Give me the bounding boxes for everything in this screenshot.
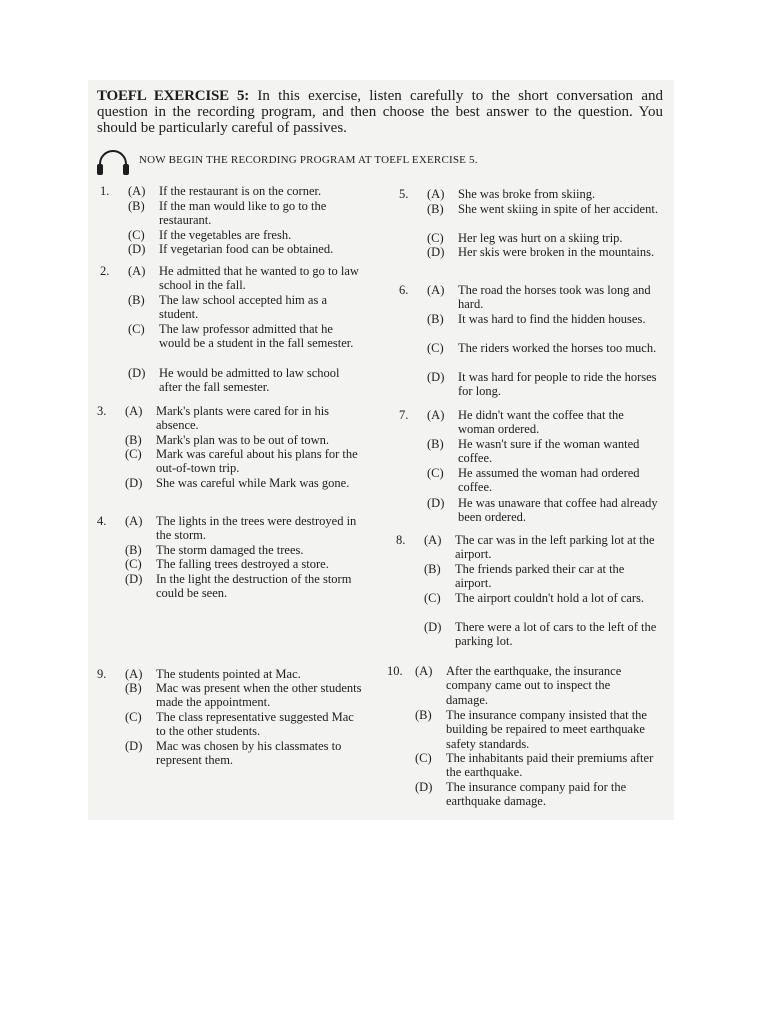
instructions-text: In this exercise, listen carefully to the short conversation and question in the recording program, and then choose the best answer to the question. You should be particularly careful of passives.: [97, 88, 663, 136]
option-letter: (D): [128, 242, 146, 256]
option-text: It was hard for people to ride the horses for long.: [458, 370, 657, 399]
option-letter: (B): [427, 312, 444, 326]
option-text: The insurance company paid for the earthquake damage.: [446, 780, 627, 809]
option-letter: (C): [128, 228, 145, 242]
option-letter: (D): [125, 572, 143, 586]
option-letter: (A): [128, 184, 146, 198]
option-text: Mark's plants were cared for in his absence.: [156, 404, 330, 433]
option-letter: (D): [427, 496, 445, 510]
option-text: The inhabitants paid their premiums after the earthquake.: [446, 751, 654, 780]
option-letter: (D): [424, 620, 442, 634]
option-letter: (A): [125, 514, 143, 528]
option-text: Mac was chosen by his classmates to represent them.: [156, 739, 342, 768]
exercise-title: TOEFL EXERCISE 5:: [97, 88, 250, 104]
option-text: After the earthquake, the insurance company came out to inspect the damage.: [446, 664, 622, 707]
option-text: In the light the destruction of the storm could be seen.: [156, 572, 352, 601]
option-letter: (A): [427, 283, 445, 297]
option-text: He wasn't sure if the woman wanted coffee.: [458, 437, 640, 466]
recording-instruction: NOW BEGIN THE RECORDING PROGRAM AT TOEFL EXERCISE 5.: [139, 154, 478, 166]
option-text: If the restaurant is on the corner.: [159, 184, 322, 198]
option-text: The airport couldn't hold a lot of cars.: [455, 591, 645, 605]
option-letter: (A): [128, 264, 146, 278]
option-text: The falling trees destroyed a store.: [156, 557, 329, 571]
option-letter: (D): [427, 370, 445, 384]
option-text: If vegetarian food can be obtained.: [159, 242, 334, 256]
option-text: The students pointed at Mac.: [156, 667, 301, 681]
option-text: The friends parked their car at the airport.: [455, 562, 625, 591]
option-letter: (C): [128, 322, 145, 336]
question-number: 6.: [399, 283, 409, 297]
option-letter: (C): [424, 591, 441, 605]
option-text: The storm damaged the trees.: [156, 543, 304, 557]
option-letter: (C): [125, 447, 142, 461]
option-letter: (D): [427, 245, 445, 259]
option-letter: (B): [125, 433, 142, 447]
option-letter: (D): [128, 366, 146, 380]
option-letter: (D): [415, 780, 433, 794]
recording-banner: [96, 148, 516, 180]
option-text: The lights in the trees were destroyed in the storm.: [156, 514, 357, 543]
option-letter: (B): [424, 562, 441, 576]
option-letter: (B): [125, 681, 142, 695]
question-number: 1.: [100, 184, 110, 198]
option-letter: (B): [128, 293, 145, 307]
option-letter: (C): [415, 751, 432, 765]
headphones-icon: [96, 148, 130, 178]
option-text: He would be admitted to law school after the fall semester.: [159, 366, 340, 395]
option-letter: (A): [427, 187, 445, 201]
option-text: She went skiing in spite of her accident.: [458, 202, 658, 216]
option-text: It was hard to find the hidden houses.: [458, 312, 646, 326]
question-number: 2.: [100, 264, 110, 278]
option-text: He was unaware that coffee had already been ordered.: [458, 496, 658, 525]
option-letter: (D): [125, 476, 143, 490]
option-text: The class representative suggested Mac to the other students.: [156, 710, 354, 739]
question-number: 9.: [97, 667, 107, 681]
option-text: The road the horses took was long and hard.: [458, 283, 651, 312]
question-number: 7.: [399, 408, 409, 422]
option-text: If the vegetables are fresh.: [159, 228, 292, 242]
question-number: 5.: [399, 187, 409, 201]
option-letter: (C): [427, 341, 444, 355]
option-letter: (B): [128, 199, 145, 213]
option-text: He admitted that he wanted to go to law school in the fall.: [159, 264, 359, 293]
option-text: The law professor admitted that he would be a student in the fall semester.: [159, 322, 354, 351]
option-letter: (B): [427, 437, 444, 451]
option-letter: (A): [125, 667, 143, 681]
option-text: The insurance company insisted that the building be repaired to meet earthquake safety standards.: [446, 708, 647, 751]
option-text: There were a lot of cars to the left of the parking lot.: [455, 620, 657, 649]
question-number: 8.: [396, 533, 406, 547]
option-letter: (D): [125, 739, 143, 753]
option-text: The riders worked the horses too much.: [458, 341, 657, 355]
option-letter: (B): [125, 543, 142, 557]
option-text: Her skis were broken in the mountains.: [458, 245, 655, 259]
option-letter: (C): [125, 557, 142, 571]
question-number: 4.: [97, 514, 107, 528]
option-letter: (C): [427, 466, 444, 480]
option-text: Mark's plan was to be out of town.: [156, 433, 330, 447]
exercise-instructions: [97, 88, 663, 136]
option-text: Mac was present when the other students made the appointment.: [156, 681, 362, 710]
option-letter: (A): [415, 664, 433, 678]
option-text: The law school accepted him as a student.: [159, 293, 327, 322]
option-text: If the man would like to go to the restaurant.: [159, 199, 327, 228]
question-number: 3.: [97, 404, 107, 418]
option-text: He assumed the woman had ordered coffee.: [458, 466, 640, 495]
option-letter: (A): [427, 408, 445, 422]
option-letter: (C): [427, 231, 444, 245]
option-letter: (B): [415, 708, 432, 722]
question-number: 10.: [387, 664, 403, 678]
option-letter: (C): [125, 710, 142, 724]
option-letter: (A): [424, 533, 442, 547]
option-letter: (B): [427, 202, 444, 216]
option-text: She was careful while Mark was gone.: [156, 476, 350, 490]
option-letter: (A): [125, 404, 143, 418]
option-text: She was broke from skiing.: [458, 187, 596, 201]
option-text: The car was in the left parking lot at the airport.: [455, 533, 655, 562]
option-text: Her leg was hurt on a skiing trip.: [458, 231, 623, 245]
option-text: He didn't want the coffee that the woman ordered.: [458, 408, 624, 437]
option-text: Mark was careful about his plans for the out-of-town trip.: [156, 447, 358, 476]
